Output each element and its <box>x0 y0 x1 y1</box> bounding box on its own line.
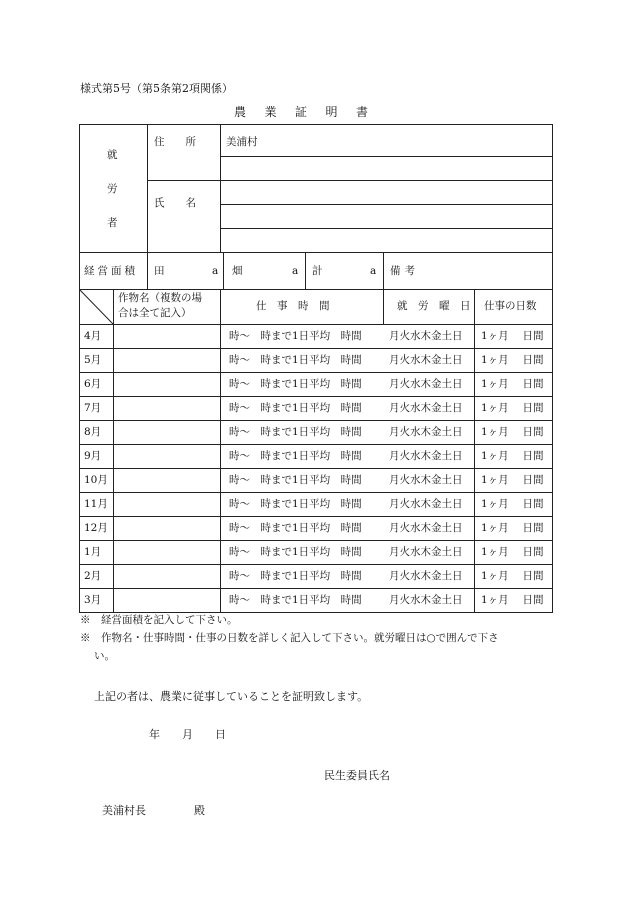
work-days-entry: 1ヶ月 日間 <box>481 402 544 414</box>
worker-label-char: 者 <box>107 217 118 229</box>
hours-entry: 時～ 時まで1日平均 時間 <box>229 426 362 438</box>
work-days-entry: 1ヶ月 日間 <box>481 546 544 558</box>
hours-entry: 時～ 時まで1日平均 時間 <box>229 354 362 366</box>
crop-header-line1: 作物名（複数の場 <box>118 292 202 304</box>
name-row-divider-1 <box>220 204 553 205</box>
remarks-label: 備考 <box>390 265 419 277</box>
day-of-week-header: 就 労 曜 日 <box>397 300 471 312</box>
addressee: 美浦村長 <box>102 804 146 817</box>
title-char: 明 <box>325 105 338 119</box>
month-row-divider <box>79 348 553 349</box>
day-of-week-entry: 月火水木金土日 <box>389 330 463 342</box>
month-row-divider <box>79 540 553 541</box>
day-of-week-entry: 月火水木金土日 <box>389 402 463 414</box>
month-row-divider <box>79 420 553 421</box>
area-divider-1 <box>223 252 224 290</box>
hours-entry: 時～ 時まで1日平均 時間 <box>229 474 362 486</box>
hours-entry: 時～ 時まで1日平均 時間 <box>229 498 362 510</box>
work-days-entry: 1ヶ月 日間 <box>481 570 544 582</box>
document-title <box>234 103 387 120</box>
hours-entry: 時～ 時まで1日平均 時間 <box>229 546 362 558</box>
day-of-week-entry: 月火水木金土日 <box>389 354 463 366</box>
day-of-week-entry: 月火水木金土日 <box>389 474 463 486</box>
day-of-week-entry: 月火水木金土日 <box>389 426 463 438</box>
field-label-divider <box>220 124 221 253</box>
address-value: 美浦村 <box>226 136 258 148</box>
day-of-week-entry: 月火水木金土日 <box>389 498 463 510</box>
month-label: 12月 <box>84 522 108 534</box>
day-of-week-entry: 月火水木金土日 <box>389 594 463 606</box>
name-label: 氏 名 <box>154 197 196 209</box>
month-row-divider <box>79 588 553 589</box>
area-label: 経営面積 <box>84 265 138 277</box>
month-label: 11月 <box>84 498 108 510</box>
month-label: 3月 <box>84 594 102 606</box>
upland-field-label: 畑 <box>232 265 243 277</box>
hours-entry: 時～ 時まで1日平均 時間 <box>229 594 362 606</box>
address-label: 住 所 <box>154 136 196 148</box>
hours-entry: 時～ 時まで1日平均 時間 <box>229 570 362 582</box>
work-days-entry: 1ヶ月 日間 <box>481 498 544 510</box>
month-row-divider <box>79 516 553 517</box>
month-label: 2月 <box>84 570 102 582</box>
month-label: 5月 <box>84 354 102 366</box>
month-label: 6月 <box>84 378 102 390</box>
honorific: 殿 <box>194 804 205 817</box>
hours-entry: 時～ 時まで1日平均 時間 <box>229 522 362 534</box>
month-row-divider <box>79 372 553 373</box>
month-label: 4月 <box>84 330 102 342</box>
table-top-border <box>79 124 553 125</box>
worker-label-divider <box>147 124 148 290</box>
worker-label-char: 労 <box>107 183 118 195</box>
work-days-entry: 1ヶ月 日間 <box>481 450 544 462</box>
commissioner-name-label: 民生委員氏名 <box>324 769 390 782</box>
month-row-divider <box>79 444 553 445</box>
upland-unit: a <box>292 265 299 277</box>
total-unit: a <box>370 265 377 277</box>
day-of-week-entry: 月火水木金土日 <box>389 378 463 390</box>
monthly-header-bottom <box>79 324 553 325</box>
month-row-divider <box>79 492 553 493</box>
title-char: 農 <box>234 105 247 119</box>
area-divider-2 <box>305 252 306 290</box>
date-line: 年 月 日 <box>149 728 226 741</box>
month-label: 7月 <box>84 402 102 414</box>
month-label: 1月 <box>84 546 102 558</box>
month-row-divider <box>79 468 553 469</box>
day-of-week-entry: 月火水木金土日 <box>389 522 463 534</box>
note-2-continued: い。 <box>94 650 115 662</box>
day-of-week-entry: 月火水木金土日 <box>389 570 463 582</box>
hours-entry: 時～ 時まで1日平均 時間 <box>229 402 362 414</box>
worker-section-bottom <box>79 252 553 253</box>
certification-statement: 上記の者は、農業に従事していることを証明致します。 <box>94 690 369 703</box>
day-of-week-entry: 月火水木金土日 <box>389 450 463 462</box>
area-row-bottom <box>79 289 553 290</box>
work-days-entry: 1ヶ月 日間 <box>481 426 544 438</box>
hours-header: 仕 事 時 間 <box>256 300 330 312</box>
work-days-entry: 1ヶ月 日間 <box>481 354 544 366</box>
address-row-divider <box>220 156 553 157</box>
month-label: 9月 <box>84 450 102 462</box>
work-days-header: 仕事の日数 <box>484 300 537 312</box>
hours-entry: 時～ 時まで1日平均 時間 <box>229 330 362 342</box>
title-char: 証 <box>295 105 308 119</box>
month-row-divider <box>79 396 553 397</box>
work-days-entry: 1ヶ月 日間 <box>481 522 544 534</box>
hours-entry: 時～ 時まで1日平均 時間 <box>229 450 362 462</box>
title-char: 書 <box>356 105 369 119</box>
work-days-entry: 1ヶ月 日間 <box>481 378 544 390</box>
month-row-divider <box>79 564 553 565</box>
crop-header-line2: 合は全て記入） <box>118 307 192 319</box>
note-1: ※ 経営面積を記入して下さい。 <box>80 614 238 626</box>
form-code: 様式第5号（第5条第2項関係） <box>80 82 233 95</box>
area-divider-3 <box>383 252 384 325</box>
corner-diagonal <box>79 289 115 326</box>
total-label: 計 <box>312 265 323 277</box>
rice-unit: a <box>212 265 219 277</box>
worker-label-char: 就 <box>107 149 118 161</box>
title-char: 業 <box>264 105 277 119</box>
note-2: ※ 作物名・仕事時間・仕事の日数を詳しく記入して下さい。就労曜日は○で囲んで下さ <box>80 632 499 644</box>
hours-entry: 時～ 時まで1日平均 時間 <box>229 378 362 390</box>
work-days-entry: 1ヶ月 日間 <box>481 474 544 486</box>
name-row-divider-2 <box>220 228 553 229</box>
work-days-entry: 1ヶ月 日間 <box>481 594 544 606</box>
month-label: 10月 <box>84 474 108 486</box>
rice-field-label: 田 <box>154 265 165 277</box>
month-label: 8月 <box>84 426 102 438</box>
work-days-entry: 1ヶ月 日間 <box>481 330 544 342</box>
address-name-divider <box>147 180 553 181</box>
day-of-week-entry: 月火水木金土日 <box>389 546 463 558</box>
